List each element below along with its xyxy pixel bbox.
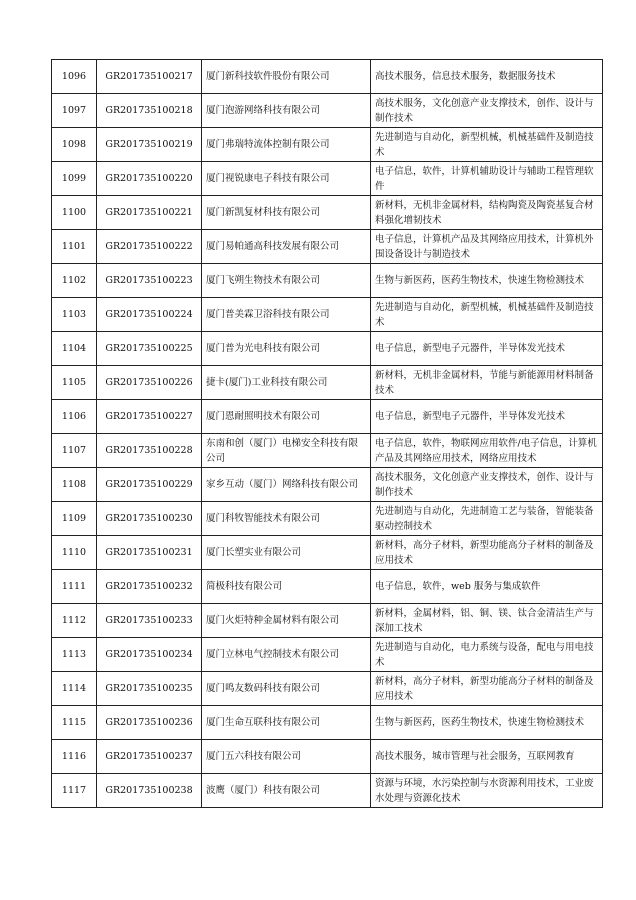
table-row (52, 264, 603, 298)
company-name: 厦门弗瑞特流体控制有限公司 (202, 128, 371, 162)
tech-field: 新材料，高分子材料，新型功能高分子材料的制备及应用技术 (371, 536, 603, 570)
company-name: 波鹰（厦门）科技有限公司 (202, 774, 371, 808)
row-number: 1102 (52, 264, 97, 298)
company-name: 厦门新科技软件股份有限公司 (202, 60, 371, 94)
table-row (52, 332, 603, 366)
table-row (52, 638, 603, 672)
row-number: 1115 (52, 706, 97, 740)
table-row (52, 434, 603, 468)
row-number: 1114 (52, 672, 97, 706)
certificate-number: GR201735100236 (97, 706, 202, 740)
table-row (52, 60, 603, 94)
certificate-number: GR201735100217 (97, 60, 202, 94)
company-name: 捷卡(厦门)工业科技有限公司 (202, 366, 371, 400)
table-row (52, 536, 603, 570)
row-number: 1111 (52, 570, 97, 604)
certificate-number: GR201735100228 (97, 434, 202, 468)
company-name: 简极科技有限公司 (202, 570, 371, 604)
row-number: 1103 (52, 298, 97, 332)
row-number: 1100 (52, 196, 97, 230)
row-number: 1101 (52, 230, 97, 264)
certificate-number: GR201735100234 (97, 638, 202, 672)
row-number: 1106 (52, 400, 97, 434)
company-name: 家乡互动（厦门）网络科技有限公司 (202, 468, 371, 502)
company-name: 厦门普美霖卫浴科技有限公司 (202, 298, 371, 332)
tech-field: 先进制造与自动化，先进制造工艺与装备，智能装备驱动控制技术 (371, 502, 603, 536)
table-row (52, 570, 603, 604)
row-number: 1099 (52, 162, 97, 196)
tech-field: 高技术服务，城市管理与社会服务，互联网教育 (371, 740, 603, 774)
table-row (52, 468, 603, 502)
company-name: 东南和创（厦门）电梯安全科技有限公司 (202, 434, 371, 468)
company-name: 厦门生命互联科技有限公司 (202, 706, 371, 740)
company-name: 厦门火炬特种金属材料有限公司 (202, 604, 371, 638)
certificate-number: GR201735100219 (97, 128, 202, 162)
table-body (52, 60, 603, 808)
table-row (52, 672, 603, 706)
company-name: 厦门立林电气控制技术有限公司 (202, 638, 371, 672)
certificate-number: GR201735100238 (97, 774, 202, 808)
row-number: 1116 (52, 740, 97, 774)
row-number: 1108 (52, 468, 97, 502)
certificate-number: GR201735100218 (97, 94, 202, 128)
tech-field: 新材料，无机非金属材料，节能与新能源用材料制备技术 (371, 366, 603, 400)
table-row (52, 128, 603, 162)
tech-field: 先进制造与自动化，新型机械，机械基础件及制造技术 (371, 298, 603, 332)
company-name: 厦门恩耐照明技术有限公司 (202, 400, 371, 434)
certificate-number: GR201735100233 (97, 604, 202, 638)
certificate-number: GR201735100230 (97, 502, 202, 536)
tech-field: 电子信息，计算机产品及其网络应用技术，计算机外围设备设计与制造技术 (371, 230, 603, 264)
table-row (52, 298, 603, 332)
table-row (52, 706, 603, 740)
company-name: 厦门新凯复材科技有限公司 (202, 196, 371, 230)
table-row (52, 230, 603, 264)
table-row (52, 604, 603, 638)
tech-field: 资源与环境，水污染控制与水资源利用技术，工业废水处理与资源化技术 (371, 774, 603, 808)
tech-field: 高技术服务，文化创意产业支撑技术，创作、设计与制作技术 (371, 468, 603, 502)
certificate-number: GR201735100222 (97, 230, 202, 264)
row-number: 1105 (52, 366, 97, 400)
tech-field: 电子信息，新型电子元器件，半导体发光技术 (371, 332, 603, 366)
certificate-number: GR201735100221 (97, 196, 202, 230)
row-number: 1110 (52, 536, 97, 570)
company-name: 厦门易帕通高科技发展有限公司 (202, 230, 371, 264)
table-row (52, 162, 603, 196)
tech-field: 高技术服务，信息技术服务，数据服务技术 (371, 60, 603, 94)
tech-field: 生物与新医药，医药生物技术，快速生物检测技术 (371, 706, 603, 740)
tech-field: 新材料，金属材料，铝、铜、镁、钛合金清洁生产与深加工技术 (371, 604, 603, 638)
company-name: 厦门飞朔生物技术有限公司 (202, 264, 371, 298)
tech-field: 电子信息，软件，物联网应用软件/电子信息，计算机产品及其网络应用技术，网络应用技术 (371, 434, 603, 468)
tech-field: 生物与新医药，医药生物技术，快速生物检测技术 (371, 264, 603, 298)
row-number: 1112 (52, 604, 97, 638)
certificate-number: GR201735100223 (97, 264, 202, 298)
table-row (52, 502, 603, 536)
certificate-number: GR201735100224 (97, 298, 202, 332)
row-number: 1107 (52, 434, 97, 468)
table-row (52, 400, 603, 434)
certificate-number: GR201735100237 (97, 740, 202, 774)
table-row (52, 774, 603, 808)
company-table (51, 59, 603, 808)
company-name: 厦门五六科技有限公司 (202, 740, 371, 774)
certificate-number: GR201735100225 (97, 332, 202, 366)
certificate-number: GR201735100235 (97, 672, 202, 706)
company-name: 厦门普为光电科技有限公司 (202, 332, 371, 366)
certificate-number: GR201735100220 (97, 162, 202, 196)
tech-field: 电子信息，新型电子元器件，半导体发光技术 (371, 400, 603, 434)
company-name: 厦门鸣友数码科技有限公司 (202, 672, 371, 706)
certificate-number: GR201735100232 (97, 570, 202, 604)
certificate-number: GR201735100226 (97, 366, 202, 400)
row-number: 1097 (52, 94, 97, 128)
tech-field: 电子信息，软件，计算机辅助设计与辅助工程管理软件 (371, 162, 603, 196)
tech-field: 新材料，高分子材料，新型功能高分子材料的制备及应用技术 (371, 672, 603, 706)
table-row (52, 94, 603, 128)
table-row (52, 740, 603, 774)
certificate-number: GR201735100227 (97, 400, 202, 434)
table-row (52, 366, 603, 400)
row-number: 1113 (52, 638, 97, 672)
tech-field: 先进制造与自动化，电力系统与设备，配电与用电技术 (371, 638, 603, 672)
company-name: 厦门长塑实业有限公司 (202, 536, 371, 570)
row-number: 1098 (52, 128, 97, 162)
tech-field: 高技术服务，文化创意产业支撑技术，创作、设计与制作技术 (371, 94, 603, 128)
company-name: 厦门泡游网络科技有限公司 (202, 94, 371, 128)
row-number: 1117 (52, 774, 97, 808)
tech-field: 电子信息，软件，web 服务与集成软件 (371, 570, 603, 604)
company-name: 厦门视锐康电子科技有限公司 (202, 162, 371, 196)
company-name: 厦门科牧智能技术有限公司 (202, 502, 371, 536)
table-row (52, 196, 603, 230)
tech-field: 先进制造与自动化，新型机械，机械基础件及制造技术 (371, 128, 603, 162)
tech-field: 新材料，无机非金属材料，结构陶瓷及陶瓷基复合材料强化增韧技术 (371, 196, 603, 230)
certificate-number: GR201735100229 (97, 468, 202, 502)
certificate-number: GR201735100231 (97, 536, 202, 570)
row-number: 1104 (52, 332, 97, 366)
row-number: 1109 (52, 502, 97, 536)
row-number: 1096 (52, 60, 97, 94)
